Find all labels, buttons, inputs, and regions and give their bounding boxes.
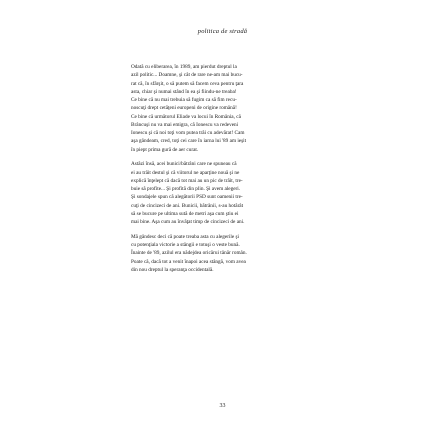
- text-line: asta, chiar şi numai stând în ea şi fiindu-ne treaba!: [131, 88, 237, 95]
- paragraph-2: [131, 160, 320, 226]
- text-line: explică înţelept că dacă tot mai au un pic de trăit, tre-: [131, 177, 243, 184]
- paragraph-1: [131, 63, 320, 154]
- text-line: să se bucure pe ultima sută de metri aşa cum ştiu ei: [131, 210, 239, 217]
- text-line: Ce bine că următorul Eliade va locui în România, că: [131, 113, 241, 120]
- text-line: Înainte de '89, azilul era nădejdea oricărui tânăr român.: [131, 250, 247, 257]
- text-line: cuţi de cincizeci de ani. Bunicii, bătrânii, s-au hotărât: [131, 202, 244, 209]
- text-line: rat că, în sfârşit, o să putem să facem ceva pentru ţara: [131, 80, 244, 87]
- running-head: politica de stradă: [197, 28, 248, 35]
- text-line: mai bine. Aşa cum au învăţat timp de cincizeci de ani.: [131, 219, 245, 225]
- body-text: [131, 63, 320, 281]
- text-line: Poate că, dacă tot a venit înapoi acea stângă, vom avea: [131, 258, 246, 265]
- text-line: Ionescu şi că noi toţi vom putea trăi cu adevărat! Cam: [131, 130, 245, 136]
- text-line: Brâncuşi nu va mai emigra, că Ionescu va redeveni: [131, 121, 239, 128]
- text-line: ei au trăit destul şi că viitorul ne aparţine nouă şi ne: [131, 169, 240, 176]
- text-line: aşa gândeam, cred, toţi cei care în iarna lui '89 am ieşit: [131, 138, 247, 145]
- text-line: Odată cu eliberarea, în 1989, am pierdut dreptul la: [131, 64, 237, 70]
- page-number: 33: [219, 403, 226, 409]
- text-line: Şi sondajele spun că alegătorii PSD sunt oamenii tre-: [131, 194, 243, 201]
- text-line: cu potenţiala victorie a stângii e totuşi o veste bună.: [131, 242, 240, 248]
- paragraph-3: [131, 233, 320, 274]
- text-line: Astăzi însă, acei bunici/bătrâni care ne spuneau că: [131, 161, 237, 168]
- text-line: Mă gândesc deci că poate treaba asta cu alegerile şi: [131, 233, 240, 240]
- text-line: din nou dreptul la speranţa occidentală.: [131, 266, 214, 273]
- text-line: Ce bine că nu mai trebuia să fugim ca să fim recu-: [131, 97, 237, 103]
- text-line: în piept prima gură de aer curat.: [131, 146, 199, 153]
- text-line: noscuţi drept cetăţeni europeni de origine română!: [131, 105, 237, 112]
- text-line: azil politic... Doamne, şi cât de rare ne-am mai bucu-: [131, 72, 243, 79]
- text-line: buie să profite... Şi profită din plin. Şi avem alegeri.: [131, 186, 241, 192]
